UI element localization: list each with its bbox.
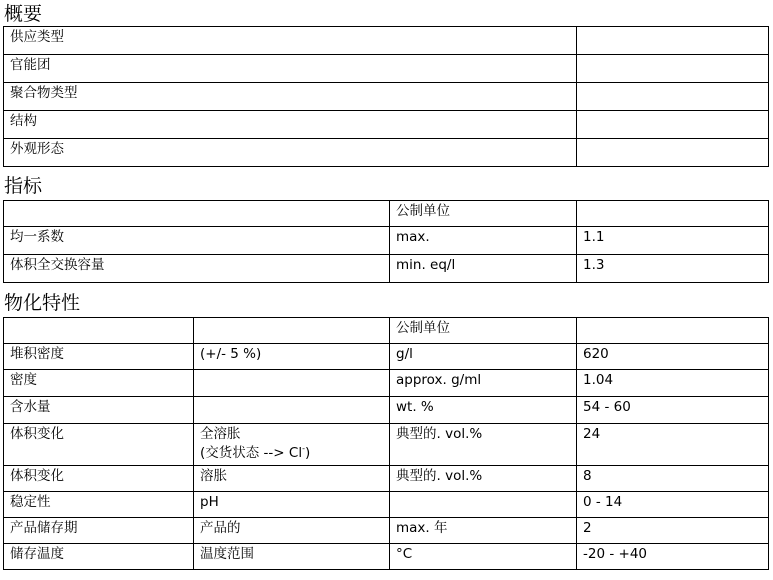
table-row <box>4 492 769 518</box>
table-row <box>4 83 769 111</box>
row-label: 体积变化 <box>4 466 194 492</box>
row-label: 产品储存期 <box>4 518 194 544</box>
table-row <box>4 227 769 255</box>
specs-heading: 指标 <box>4 175 43 197</box>
row-label: 密度 <box>4 370 194 397</box>
row-value <box>577 111 769 139</box>
row-value: 1.3 <box>577 255 769 283</box>
row-label: 结构 <box>4 111 577 139</box>
row-value: 2 <box>577 518 769 544</box>
overview-table <box>3 26 769 167</box>
physchem-table <box>3 317 769 570</box>
table-row <box>4 544 769 570</box>
row-unit: max. <box>390 227 577 255</box>
row-unit: approx. g/ml <box>390 370 577 397</box>
row-label: 聚合物类型 <box>4 83 577 111</box>
row-value: 24 <box>577 424 769 466</box>
unit-column-header: 公制单位 <box>390 318 577 344</box>
table-row <box>4 55 769 83</box>
condition-line-2: (交货状态 --> Cl-) <box>200 444 311 461</box>
table-row <box>4 466 769 492</box>
row-value: 1.1 <box>577 227 769 255</box>
table-row <box>4 370 769 397</box>
row-label: 官能团 <box>4 55 577 83</box>
table-row <box>4 518 769 544</box>
row-condition: 溶胀 <box>194 466 390 492</box>
row-label: 储存温度 <box>4 544 194 570</box>
table-row <box>4 255 769 283</box>
row-label: 体积变化 <box>4 424 194 466</box>
row-label: 均一系数 <box>4 227 390 255</box>
row-value: 0 - 14 <box>577 492 769 518</box>
row-condition: 温度范围 <box>194 544 390 570</box>
row-label: 外观形态 <box>4 139 577 167</box>
overview-heading: 概要 <box>4 3 43 25</box>
row-unit <box>390 492 577 518</box>
row-value <box>577 139 769 167</box>
row-condition: 产品的 <box>194 518 390 544</box>
row-condition: pH <box>194 492 390 518</box>
table-row <box>4 27 769 55</box>
row-label: 供应类型 <box>4 27 577 55</box>
row-label: 含水量 <box>4 397 194 424</box>
table-row <box>4 424 769 466</box>
row-condition <box>194 370 390 397</box>
row-unit: wt. % <box>390 397 577 424</box>
row-value: 54 - 60 <box>577 397 769 424</box>
row-value <box>577 83 769 111</box>
row-unit: min. eq/l <box>390 255 577 283</box>
row-value: 1.04 <box>577 370 769 397</box>
unit-column-header: 公制单位 <box>390 201 577 227</box>
row-unit: max. 年 <box>390 518 577 544</box>
condition-line-1: 全溶胀 <box>200 426 241 442</box>
table-row <box>4 397 769 424</box>
table-header-row <box>4 201 769 227</box>
row-condition <box>194 397 390 424</box>
physchem-heading: 物化特性 <box>4 292 81 314</box>
table-row <box>4 139 769 167</box>
row-value <box>577 55 769 83</box>
table-row <box>4 111 769 139</box>
row-value: -20 - +40 <box>577 544 769 570</box>
row-value: 620 <box>577 344 769 370</box>
row-label: 堆积密度 <box>4 344 194 370</box>
specs-table <box>3 200 769 283</box>
row-label: 稳定性 <box>4 492 194 518</box>
table-header-row <box>4 318 769 344</box>
row-condition <box>194 424 390 466</box>
row-unit: 典型的. vol.% <box>390 424 577 466</box>
row-unit: °C <box>390 544 577 570</box>
row-unit: 典型的. vol.% <box>390 466 577 492</box>
table-row <box>4 344 769 370</box>
row-unit: g/l <box>390 344 577 370</box>
row-value <box>577 27 769 55</box>
row-value: 8 <box>577 466 769 492</box>
row-label: 体积全交换容量 <box>4 255 390 283</box>
row-condition: (+/- 5 %) <box>194 344 390 370</box>
